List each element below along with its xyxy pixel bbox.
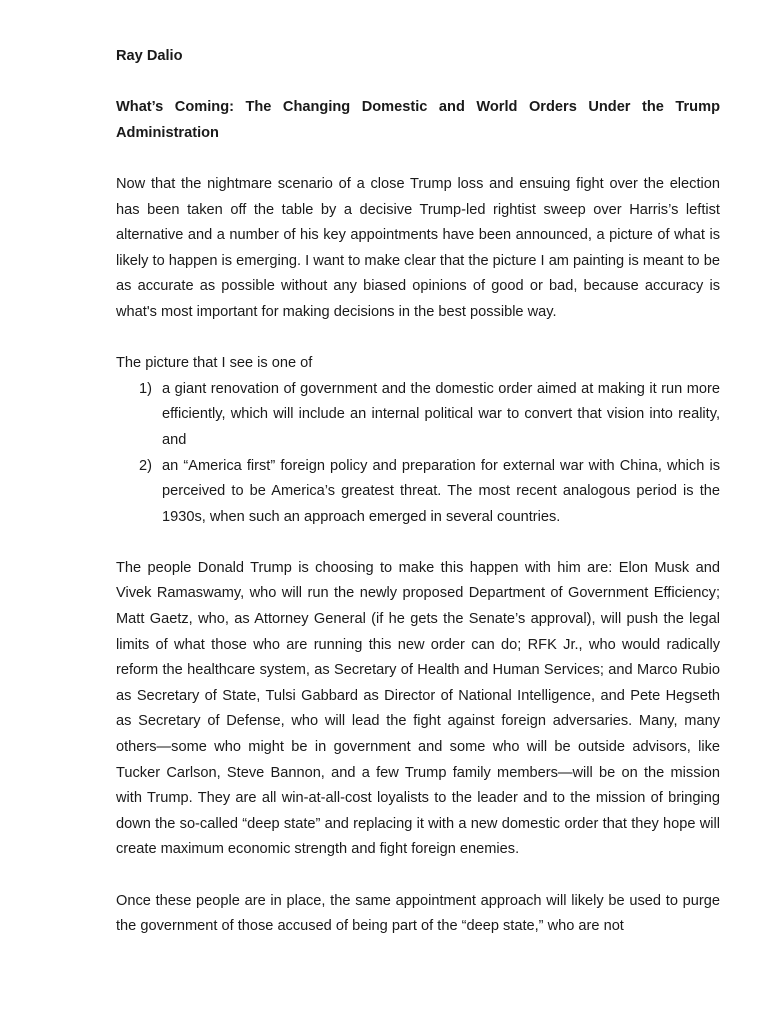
numbered-list [116, 377, 720, 531]
list-item [116, 377, 720, 454]
paragraph-appointments: The people Donald Trump is choosing to make this happen with him are: Elon Musk and Vivek Ramaswamy, who will run the newly proposed Department of Government Efficiency; Matt Gaetz, who, as Attorney General (if he gets the Senate’s approval), will push the legal limits of what those who are running this new order can do; RFK Jr., who would radically reform the healthcare system, as Secretary of Health and Human Services; and Marco Rubio as Secretary of State, Tulsi Gabbard as Director of National Intelligence, and Pete Hegseth as Secretary of Defense, who will lead the fight against foreign adversaries. Many, many others—some who might be in government and some who will be outside advisors, like Tucker Carlson, Steve Bannon, and a few Trump family members—will be on the mission with Trump. They are all win-at-all-cost loyalists to the leader and to the mission of bringing down the so-called “deep state” and replacing it with a new domestic order that they hope will create maximum economic strength and fight foreign enemies. [116, 559, 720, 858]
author-name: Ray Dalio [116, 48, 183, 64]
list-item-text: an “America first” foreign policy and preparation for external war with China, which is perceived to be America’s greatest threat. The most recent analogous period is the 1930s, when such an approach emerged in several countries. [162, 457, 720, 525]
document-page [116, 44, 720, 940]
list-item [116, 454, 720, 531]
list-item-number: 1) [139, 380, 152, 397]
document-title: What’s Coming: The Changing Domestic and World Orders Under the Trump Administration [116, 99, 720, 141]
list-intro: The picture that I see is one of [116, 355, 313, 372]
paragraph-purge: Once these people are in place, the same appointment approach will likely be used to purge the government of those accused of being part of the “deep state,” who are not [116, 892, 720, 935]
list-item-number: 2) [139, 457, 152, 474]
paragraph-intro: Now that the nightmare scenario of a close Trump loss and ensuing fight over the election has been taken off the table by a decisive Trump-led rightist sweep over Harris’s leftist alternative and a number of his key appointments have been announced, a picture of what is likely to happen is emerging. I want to make clear that the picture I am painting is meant to be as accurate as possible without any biased opinions of good or bad, because accuracy is what's most important for making decisions in the best possible way. [116, 175, 720, 320]
list-item-text: a giant renovation of government and the domestic order aimed at making it run more efficiently, which will include an internal political war to convert that vision into reality, and [162, 380, 720, 448]
